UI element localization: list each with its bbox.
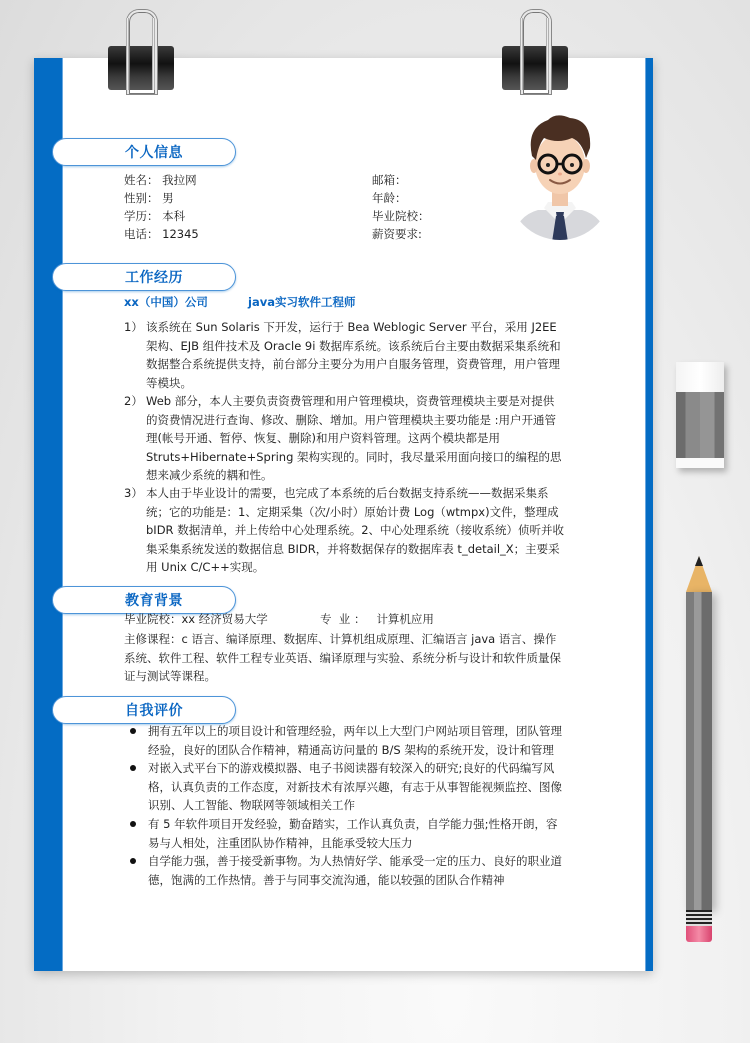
bullet-icon <box>130 765 136 771</box>
bullet-icon <box>130 821 136 827</box>
section-header-personal <box>52 138 236 166</box>
resume-page <box>34 58 653 971</box>
work-item-1: 1） 该系统在 Sun Solaris 下开发，运行于 Bea Weblogic Server 平台，采用 J2EE 架构、EJB 组件技术及 Oracle 9i 数据库系统。该系统后台主要由数据采集系统和数据整合系统提供支持，前台部分主要分为用户自服务管理，资费管理，用户管理等模块。 <box>124 320 561 390</box>
eraser-icon <box>676 362 724 468</box>
section-title: 个人信息 <box>125 145 183 161</box>
section-header-work <box>52 263 236 291</box>
left-accent-bar <box>34 58 63 971</box>
company-name: xx（中国）公司 <box>124 295 208 309</box>
info-phone: 电话： 12345 <box>124 227 199 241</box>
section-title: 工作经历 <box>125 270 183 286</box>
info-name: 姓名： 我拉网 <box>124 173 197 187</box>
section-title: 教育背景 <box>125 593 183 609</box>
job-title: java实习软件工程师 <box>248 295 356 309</box>
education-courses: 主修课程：c 语言、编译原理、数据库、计算机组成原理、汇编语言 java 语言、操作系统、软件工程、软件工程专业英语、编译原理与实验、系统分析与设计和软件质量保证与测试等课程。 <box>124 632 561 684</box>
work-item-2: 2） Web 部分，本人主要负责资费管理和用户管理模块，资费管理模块主要是对提供的资费情况进行查询、修改、删除、增加。用户管理模块主要功能是 :用户开通管理(帐号开通、暂停、恢复、删除)和用户资料管理。这两个模块都是用 Struts+Hibernate+Spring 架构实现的。同时，我尽量采用面向接口的编程的思想来减少系统的耦和性。 <box>124 394 562 483</box>
self-eval-item-1: 拥有五年以上的项目设计和管理经验，两年以上大型门户网站项目管理，团队管理经验，良好的团队合作精神，精通高访问量的 B/S 架构的系统开发，设计和管理 <box>130 722 564 759</box>
avatar-icon <box>508 108 612 242</box>
section-title: 自我评价 <box>125 703 183 719</box>
self-eval-item-3: 有 5 年软件项目开发经验，勤奋踏实，工作认真负责，自学能力强;性格开朗，容易与人相处，注重团队协作精神，且能承受较大压力 <box>130 815 564 852</box>
info-email: 邮箱： <box>372 173 407 187</box>
right-accent-bar <box>645 58 653 971</box>
section-header-self-eval <box>52 696 236 724</box>
binder-clip-icon <box>502 10 568 92</box>
pencil-icon <box>686 556 712 942</box>
bullet-icon <box>130 858 136 864</box>
work-item-3: 3） 本人由于毕业设计的需要，也完成了本系统的后台数据支持系统——数据采集系统；它的功能是：1、定期采集（次/小时）原始计费 Log（wtmpx)文件，整理成 bIDR 数据清单，并上传给中心处理系统。2、中心处理系统（接收系统）侦听并收集采集系统发送的数据信息 BIDR，并将数据保存的数据库表 t_detail_X；主要采用 Unix C/C++实现。 <box>124 486 565 575</box>
binder-clip-icon <box>108 10 174 92</box>
info-age: 年龄： <box>372 191 407 205</box>
info-salary: 薪资要求: <box>372 227 422 241</box>
education-school: 毕业院校：xx 经济贸易大学 <box>124 612 268 626</box>
info-education: 学历： 本科 <box>124 209 186 223</box>
self-eval-item-4: 自学能力强，善于接受新事物。为人热情好学、能承受一定的压力、良好的职业道德，饱满的工作热情。善于与同事交流沟通，能以较强的团队合作精神 <box>130 852 564 889</box>
bullet-icon <box>130 728 136 734</box>
education-major: 专 业 ： 计算机应用 <box>320 612 434 626</box>
info-gender: 性别： 男 <box>124 191 174 205</box>
info-school: 毕业院校： <box>372 209 430 223</box>
self-eval-item-2: 对嵌入式平台下的游戏模拟器、电子书阅读器有较深入的研究;良好的代码编写风格，认真负责的工作态度，对新技术有浓厚兴趣，有志于从事智能视频监控、图像识别、人工智能、物联网等领域相关工作 <box>130 759 564 815</box>
